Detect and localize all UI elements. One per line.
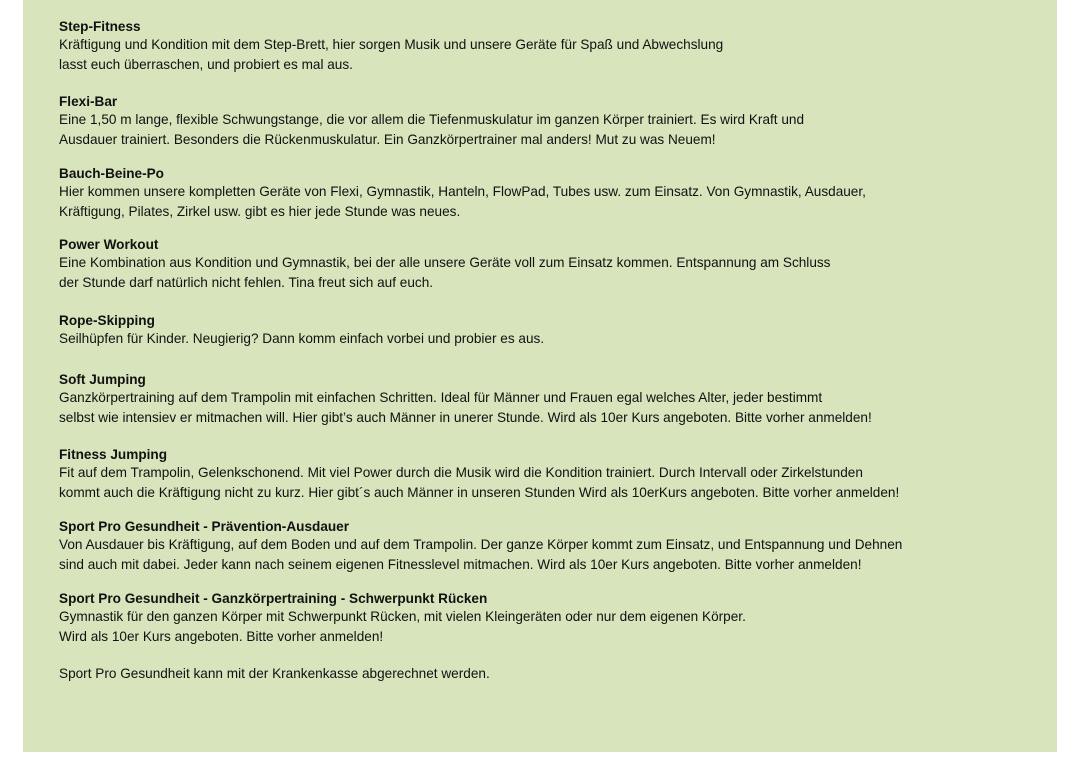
course-description-line: Wird als 10er Kurs angeboten. Bitte vorher anmelden! [59, 629, 384, 644]
course-description-line: Fit auf dem Trampolin, Gelenkschonend. Mit viel Power durch die Musik wird die Kondition trainiert. Durch Intervall oder Zirkelstunden [59, 465, 863, 480]
course-title: Step-Fitness [59, 19, 141, 34]
course-description-line: lasst euch überraschen, und probiert es mal aus. [59, 57, 353, 72]
course-description-line: der Stunde darf natürlich nicht fehlen. Tina freut sich auf euch. [59, 275, 434, 290]
course-title: Fitness Jumping [59, 447, 168, 462]
course-title: Sport Pro Gesundheit - Ganzkörpertraining - Schwerpunkt Rücken [59, 591, 488, 606]
course-title: Rope-Skipping [59, 313, 155, 328]
course-rope-skipping [59, 313, 1049, 349]
course-title: Sport Pro Gesundheit - Prävention-Ausdauer [59, 519, 350, 534]
course-praevention-ausdauer [59, 519, 1049, 575]
course-description-line: Gymnastik für den ganzen Körper mit Schwerpunkt Rücken, mit vielen Kleingeräten oder nur dem eigenen Körper. [59, 609, 746, 624]
course-step-fitness [59, 19, 1049, 75]
course-description-line: Eine Kombination aus Kondition und Gymnastik, bei der alle unsere Geräte voll zum Einsatz kommen. Entspannung am Schluss [59, 255, 831, 270]
course-description-line: selbst wie intensiev er mitmachen will. Hier gibt’s auch Männer in unerer Stunde. Wird als 10er Kurs angeboten. Bitte vorher anmelden! [59, 410, 872, 425]
course-description-line: Kräftigung, Pilates, Zirkel usw. gibt es hier jede Stunde was neues. [59, 204, 461, 219]
course-title: Soft Jumping [59, 372, 146, 387]
course-title: Power Workout [59, 237, 159, 252]
course-flexi-bar [59, 94, 1049, 150]
course-soft-jumping [59, 372, 1049, 428]
course-title: Bauch-Beine-Po [59, 166, 164, 181]
course-bauch-beine-po [59, 166, 1049, 222]
course-ganzkoerpertraining-ruecken [59, 591, 1049, 647]
insurance-note: Sport Pro Gesundheit kann mit der Krankenkasse abgerechnet werden. [59, 666, 490, 681]
course-description-panel [23, 0, 1057, 752]
course-description-line: Von Ausdauer bis Kräftigung, auf dem Boden und auf dem Trampolin. Der ganze Körper kommt zum Einsatz, und Entspannung und Dehnen [59, 537, 903, 552]
course-description-line: Eine 1,50 m lange, flexible Schwungstange, die vor allem die Tiefenmuskulatur im ganzen Körper trainiert. Es wird Kraft und [59, 112, 805, 127]
course-description-line: kommt auch die Kräftigung nicht zu kurz. Hier gibt´s auch Männer in unseren Stunden Wird als 10erKurs angeboten. Bitte vorher anmelden! [59, 485, 900, 500]
course-power-workout [59, 237, 1049, 293]
course-title: Flexi-Bar [59, 94, 118, 109]
course-description-line: sind auch mit dabei. Jeder kann nach seinem eigenen Fitnesslevel mitmachen. Wird als 10er Kurs angeboten. Bitte vorher anmelden! [59, 557, 862, 572]
course-description-line: Kräftigung und Kondition mit dem Step-Brett, hier sorgen Musik und unsere Geräte für Spaß und Abwechslung [59, 37, 724, 52]
course-description-line: Ausdauer trainiert. Besonders die Rückenmuskulatur. Ein Ganzkörpertrainer mal anders! Mut zu was Neuem! [59, 132, 716, 147]
course-description-line: Ganzkörpertraining auf dem Trampolin mit einfachen Schritten. Ideal für Männer und Frauen egal welches Alter, jeder bestimmt [59, 390, 823, 405]
course-description-line: Hier kommen unsere kompletten Geräte von Flexi, Gymnastik, Hanteln, FlowPad, Tubes usw. zum Einsatz. Von Gymnastik, Ausdauer, [59, 184, 866, 199]
course-fitness-jumping [59, 447, 1049, 503]
course-description-line: Seilhüpfen für Kinder. Neugierig? Dann komm einfach vorbei und probier es aus. [59, 331, 545, 346]
